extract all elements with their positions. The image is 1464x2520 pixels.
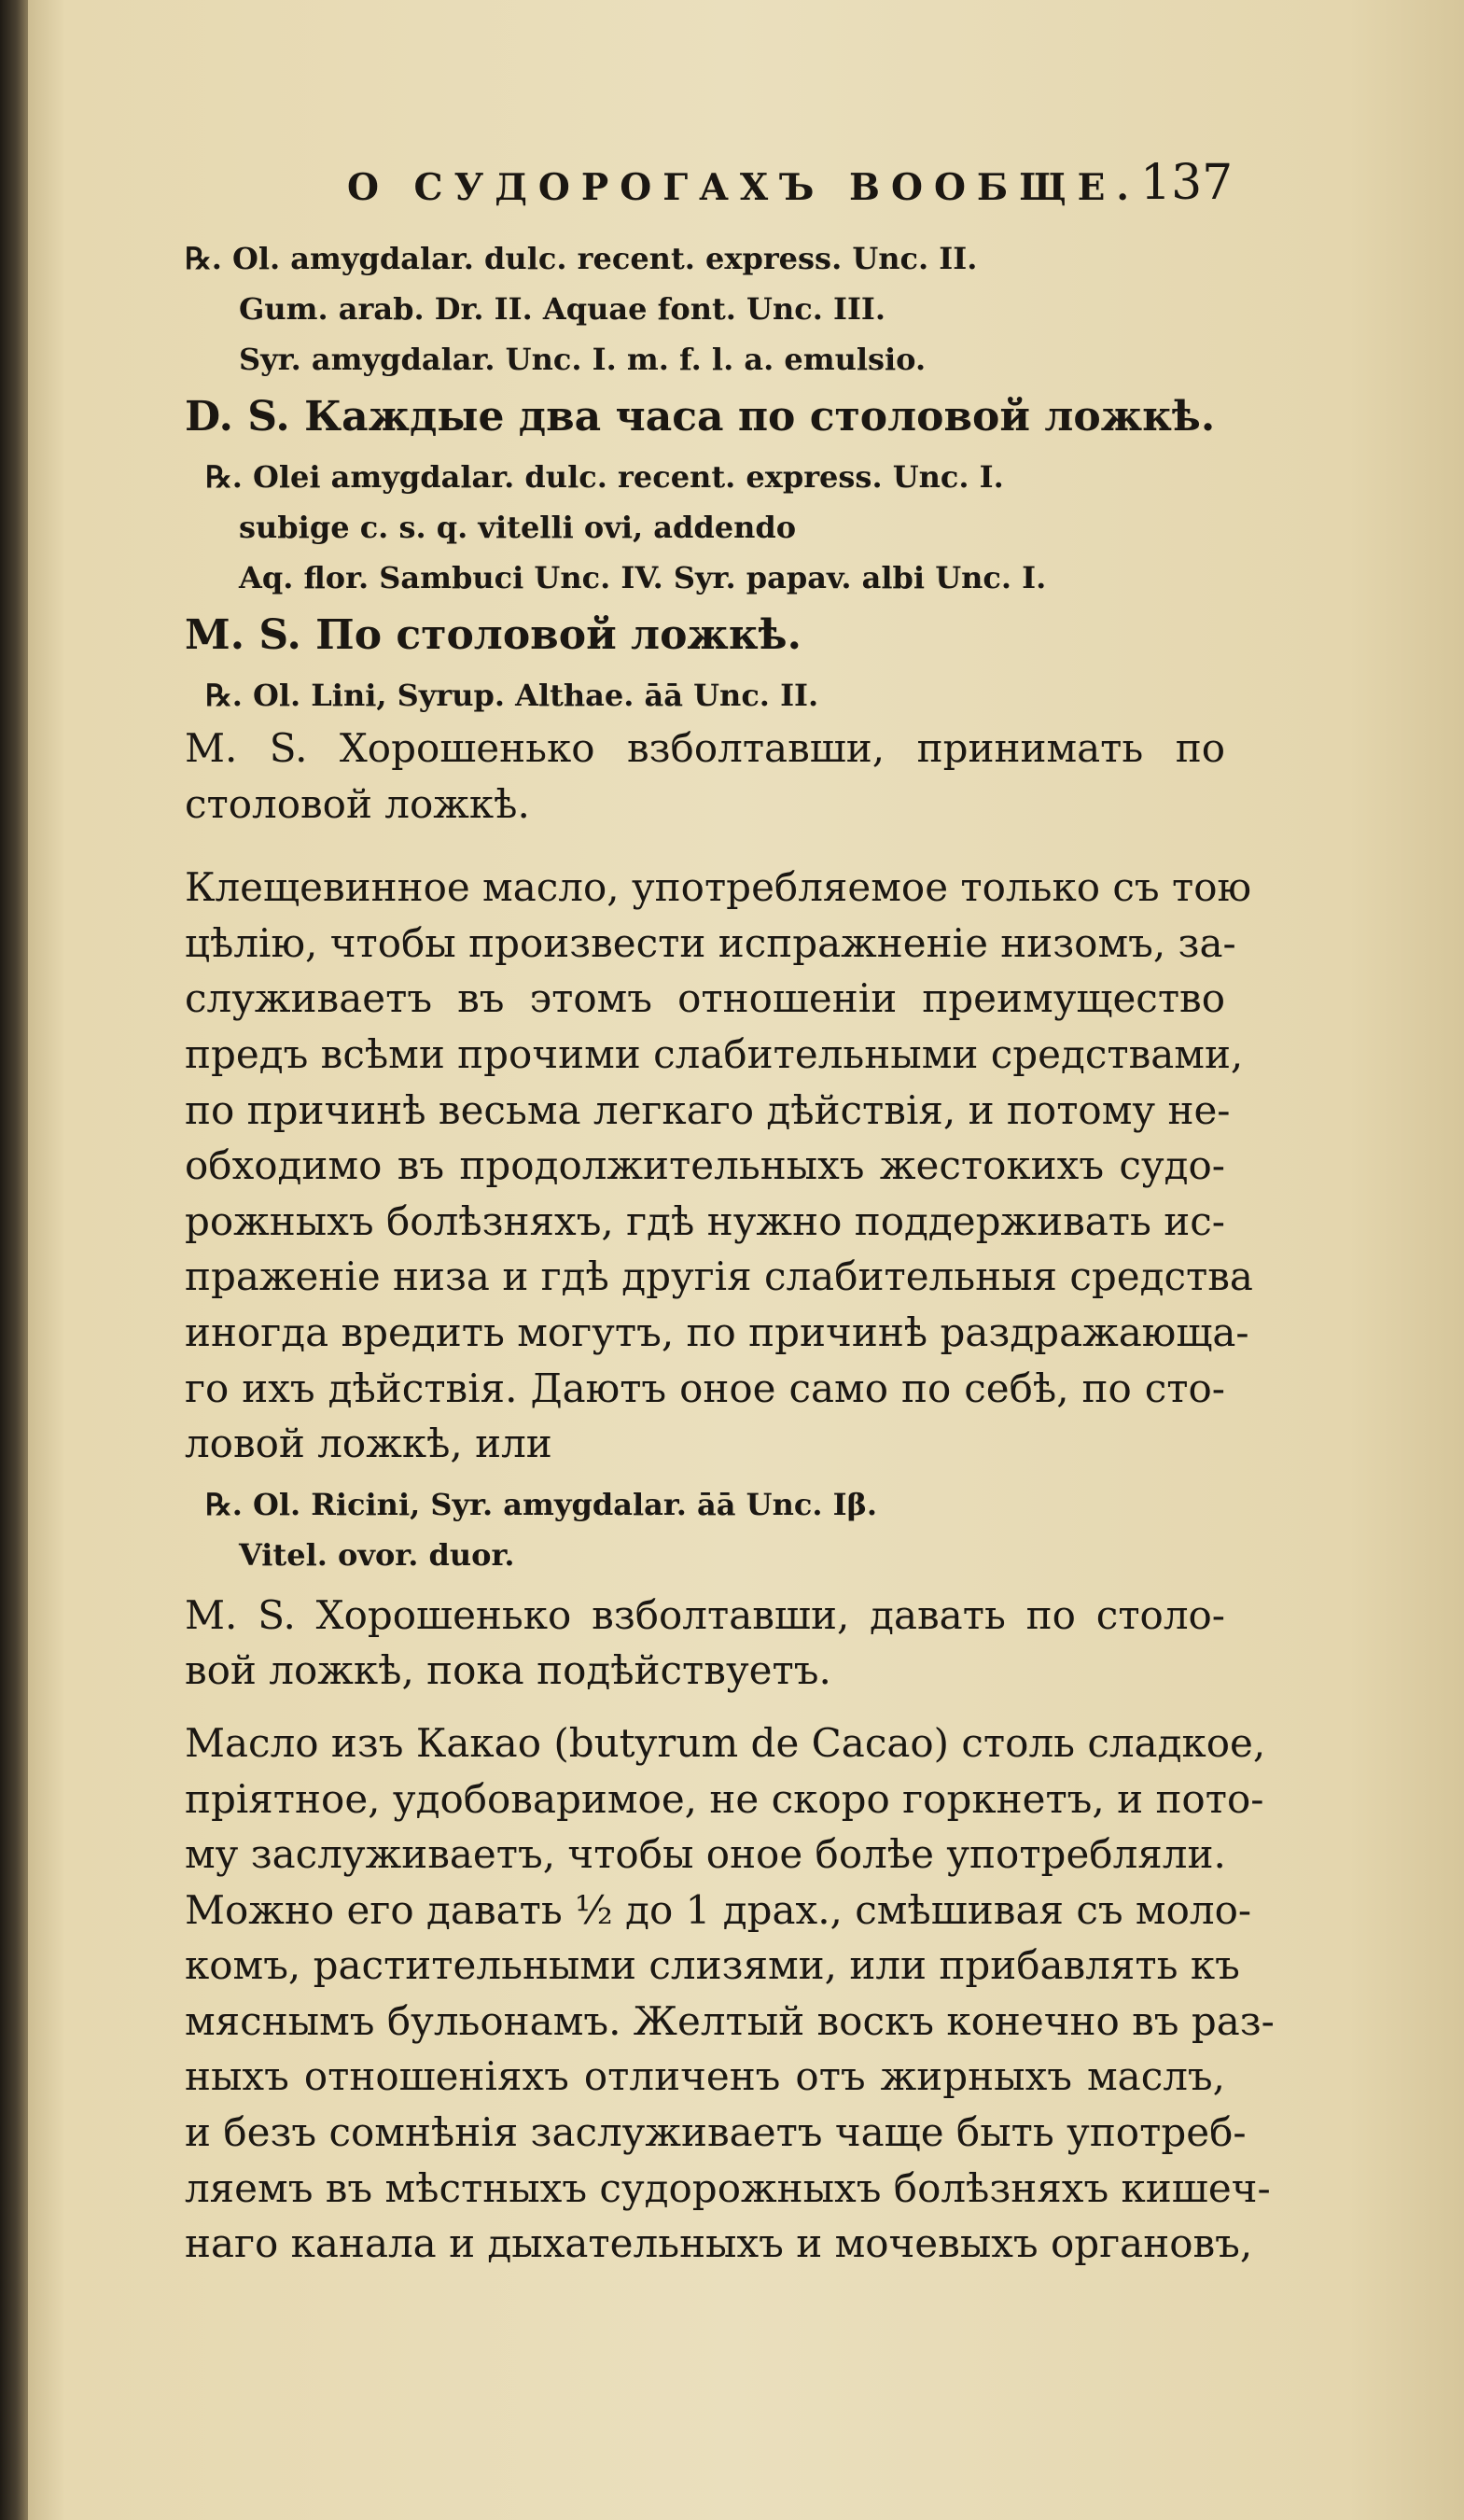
prescription-line: subige c. s. q. vitelli ovi, addendo — [239, 510, 797, 545]
text-line: служиваетъ въ этомъ отношеніи преимущество — [185, 975, 1225, 1022]
text-line: праженіе низа и гдѣ другія слабительныя средства — [185, 1253, 1253, 1300]
text-line: Клещевинное масло, употребляемое только съ тою — [185, 864, 1252, 911]
book-spine-shadow — [0, 0, 28, 2520]
prescription-line: Aq. flor. Sambuci Unc. IV. Syr. papav. albi Unc. I. — [239, 560, 1047, 595]
text-line: го ихъ дѣйствія. Даютъ оное само по себѣ, по сто- — [185, 1365, 1225, 1411]
signatura-4 — [185, 1588, 1225, 1699]
page-body — [185, 233, 1275, 2272]
text-line: и безъ сомнѣнія заслуживаетъ чаще быть употреб- — [185, 2109, 1247, 2156]
text-line: вой ложкѣ, пока подѣйствуетъ. — [185, 1647, 831, 1694]
prescription-line: Syr. amygdalar. Unc. I. m. f. l. a. emulsio. — [239, 342, 927, 377]
text-line: ловой ложкѣ, или — [185, 1421, 552, 1467]
text-line: цѣлію, чтобы произвести испражненіе низомъ, за- — [185, 919, 1236, 966]
text-line: столовой ложкѣ. — [185, 780, 530, 827]
text-line: рожныхъ болѣзняхъ, гдѣ нужно поддерживать ис- — [185, 1197, 1225, 1244]
text-line: ляемъ въ мѣстныхъ судорожныхъ болѣзняхъ кишеч- — [185, 2164, 1271, 2211]
text-line: наго канала и дыхательныхъ и мочевыхъ органовъ, — [185, 2220, 1253, 2267]
text-line: по причинѣ весьма легкаго дѣйствія, и потому не- — [185, 1086, 1231, 1133]
text-line: иногда вредить могутъ, по причинѣ раздражающа- — [185, 1309, 1249, 1355]
paragraph-castor-oil — [185, 860, 1253, 1472]
page-number: 137 — [1140, 155, 1234, 211]
prescription-line: ℞. Ol. amygdalar. dulc. recent. express. Unc. II. — [185, 241, 978, 276]
signatura-1: D. S. Каждые два часа по столовой ложкѣ. — [185, 393, 1216, 441]
paragraph-cacao-butter — [185, 1715, 1275, 2272]
text-line: Масло изъ Какао (butyrum de Cacao) столь сладкое, — [185, 1719, 1266, 1766]
text-line: Можно его давать ½ до 1 драх., смѣшивая съ моло- — [185, 1886, 1252, 1933]
prescription-3: ℞. Ol. Lini, Syrup. Althae. āā Unc. II. — [205, 678, 819, 713]
text-line: M. S. Хорошенько взболтавши, принимать по — [185, 725, 1225, 771]
prescription-line: ℞. Olei amygdalar. dulc. recent. express. Unc. I. — [205, 459, 1004, 495]
text-line: ныхъ отношеніяхъ отличенъ отъ жирныхъ маслъ, — [185, 2053, 1225, 2100]
signatura-3 — [185, 721, 1225, 832]
text-line: пріятное, удобоваримое, не скоро горкнетъ, и пото- — [185, 1775, 1264, 1822]
prescription-1 — [185, 233, 1225, 385]
page-header — [0, 155, 1464, 222]
prescription-line: ℞. Ol. Ricini, Syr. amygdalar. āā Unc. Iβ. — [205, 1486, 877, 1522]
prescription-4 — [185, 1479, 1225, 1580]
prescription-line: Gum. arab. Dr. II. Aquae font. Unc. III. — [239, 291, 886, 327]
running-title: О СУДОРОГАХЪ ВООБЩЕ. — [347, 166, 1140, 209]
prescription-line: Vitel. ovor. duor. — [239, 1536, 515, 1573]
text-line: предъ всѣми прочими слабительными средствами, — [185, 1030, 1244, 1077]
text-line: комъ, растительными слизями, или прибавлять къ — [185, 1942, 1240, 1989]
text-line: M. S. Хорошенько взболтавши, давать по столо- — [185, 1591, 1225, 1638]
text-line: му заслуживаетъ, чтобы оное болѣе употребляли. — [185, 1831, 1226, 1878]
text-line: мяснымъ бульонамъ. Желтый воскъ конечно въ раз- — [185, 1997, 1275, 2044]
signatura-2: M. S. По столовой ложкѣ. — [185, 611, 802, 659]
prescription-2 — [185, 452, 1225, 603]
text-line: обходимо въ продолжительныхъ жестокихъ судо- — [185, 1142, 1225, 1189]
